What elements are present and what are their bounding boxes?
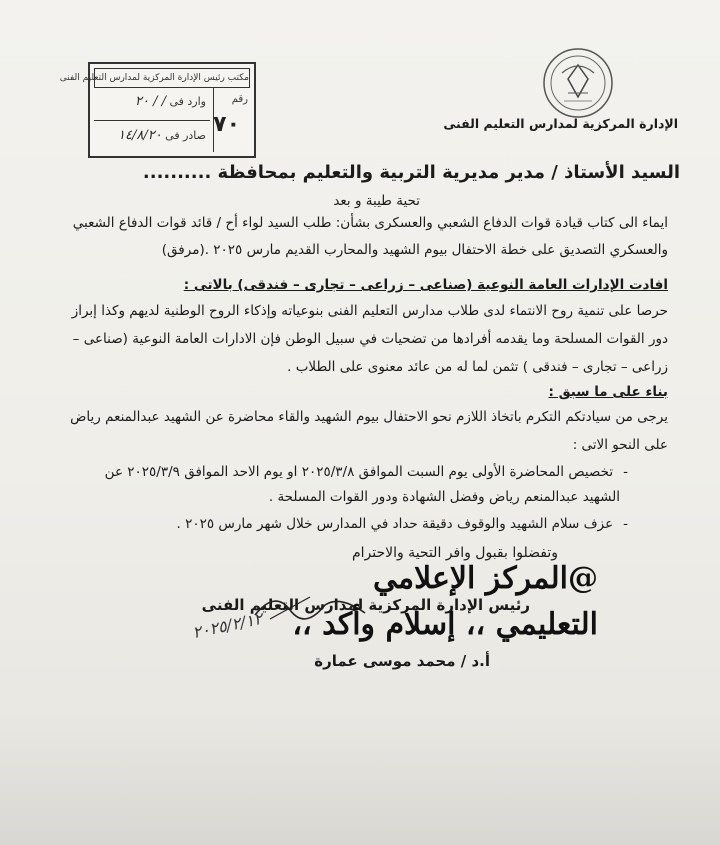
bullet-marker: -	[623, 464, 628, 480]
paragraph-line: يرجى من سيادتكم التكرم باتخاذ اللازم نحو الاحتفال بيوم الشهيد والقاء محاضرة عن الشهيد عبدالمنعم رياض	[70, 409, 668, 425]
watermark-line: @المركز الإعلامي	[373, 561, 598, 596]
list-item-continuation: الشهيد عبدالمنعم رياض وفضل الشهادة ودور القوات المسلحة .	[268, 489, 620, 505]
stamp-incoming-label: وارد فى	[169, 95, 206, 108]
stamp-number-label: رقم	[231, 94, 248, 105]
bullet-marker: -	[623, 516, 628, 532]
paragraph-line: ايماء الى كتاب قيادة قوات الدفاع الشعبي والعسكرى بشأن: طلب السيد لواء أح / قائد قوات الدفاع الشعبي	[72, 215, 668, 231]
stamp-outgoing	[118, 128, 206, 143]
stamp-divider	[94, 120, 210, 121]
closing-line: وتفضلوا بقبول وافر التحية والاحترام	[351, 545, 558, 561]
letter-addressee: السيد الأستاذ / مدير مديرية التربية والتعليم بمحافظة ..........	[142, 162, 680, 183]
signature-date: ٢٠٢٥/٢/١٢	[190, 608, 265, 643]
registry-stamp	[59, 62, 256, 158]
stamp-outgoing-label: صادر فى	[165, 129, 206, 142]
paragraph-line: حرصا على تنمية روح الانتماء لدى طلاب مدارس التعليم الفنى بنوعياته وإذكاء الروح الوطنية لديهم وكذا إبراز	[71, 303, 668, 319]
signatory-title: رئيس الإدارة المركزية لمدارس التعليم الفنى	[201, 596, 530, 614]
list-item-text: تخصيص المحاضرة الأولى يوم السبت الموافق ٢٠٢٥/٣/٨ او يوم الاحد الموافق ٢٠٢٥/٣/٩ عن	[104, 464, 614, 480]
paragraph-line: دور القوات المسلحة وما يقدمه أفرادها من تضحيات في سبيل الوطن فإن الادارات العامة النوعية (صناعى –	[72, 331, 668, 347]
paragraph-line: والعسكري التصديق على خطة الاحتفال بيوم الشهيد والمحارب القديم مارس ٢٠٢٥ .(مرفق)	[161, 242, 668, 258]
watermark-line: التعليمي ،، إسلام وأكد ،،	[292, 607, 598, 642]
paragraph-line: زراعى – تجارى – فندقى ) تثمن لما له من عائد معنوى على الطلاب .	[287, 359, 668, 375]
list-item	[48, 463, 628, 481]
stamp-incoming-date: / / ٢٠	[134, 94, 166, 109]
stamp-incoming	[135, 94, 206, 109]
issuing-administration: الإدارة المركزية لمدارس التعليم الفنى	[443, 116, 678, 131]
stamp-number: ٧٠	[213, 112, 240, 137]
letter-greeting: تحية طيبة و بعد	[333, 193, 420, 209]
list-item	[48, 515, 628, 533]
list-item-text: عزف سلام الشهيد والوقوف دقيقة حداد في المدارس خلال شهر مارس ٢٠٢٥ .	[176, 516, 614, 532]
section-heading: افادت الإدارات العامة النوعية (صناعى – زراعى – تجارى – فندقى) بالاتى :	[183, 277, 668, 293]
watermark-text	[292, 556, 598, 648]
section-heading: بناء على ما سبق :	[548, 384, 668, 400]
stamp-outgoing-date: ١٤/٨/٢٠	[118, 128, 162, 143]
stamp-title: مكتب رئيس الإدارة المركزية لمدارس التعليم الفنى	[94, 68, 250, 88]
ministry-logo	[528, 45, 628, 125]
signatory-name: أ.د / محمد موسى عمارة	[314, 652, 490, 670]
page-shadow	[0, 715, 720, 845]
paragraph-line: على النحو الاتى :	[572, 437, 668, 453]
